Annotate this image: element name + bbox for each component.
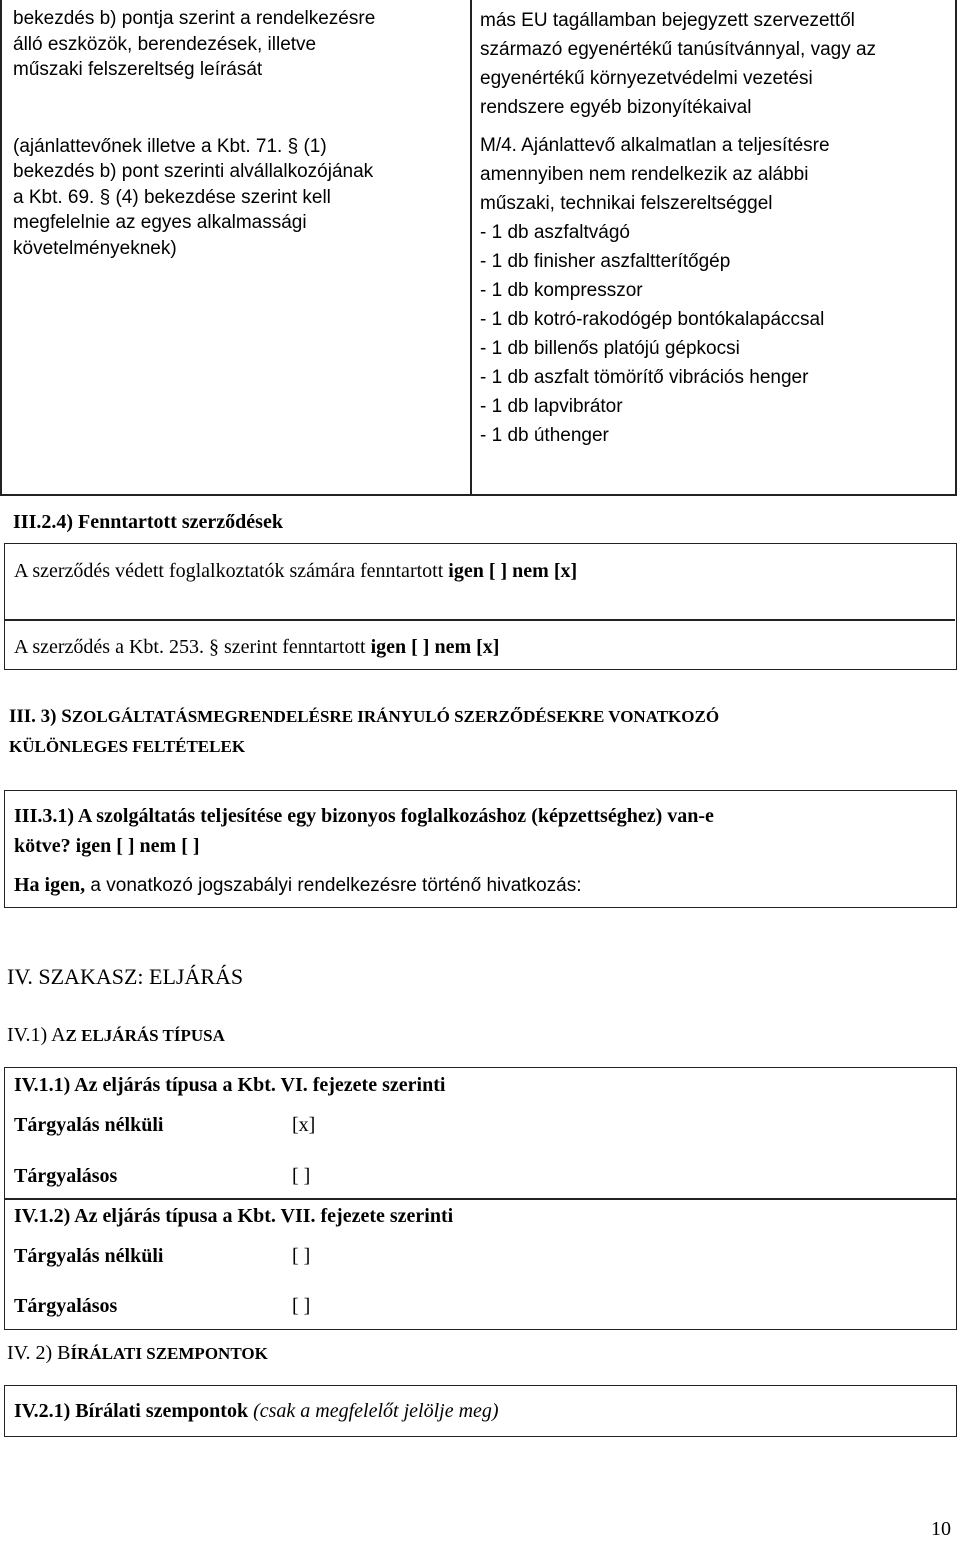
procedure-option-label: Tárgyalás nélküli	[14, 1245, 164, 1267]
reserved-row-choice: igen [ ] nem [x]	[370, 636, 500, 658]
page-number: 10	[931, 1518, 951, 1540]
table-border-bottom	[0, 494, 957, 496]
reserved-row-protected	[14, 557, 577, 585]
equipment-item: - 1 db aszfalt tömörítő vibrációs henger	[480, 367, 809, 388]
procedure-option-label: Tárgyalás nélküli	[14, 1114, 164, 1136]
procedure-type-vi-box	[4, 1067, 957, 1200]
equipment-item: - 1 db aszfaltvágó	[480, 222, 630, 243]
evaluation-criteria-title: IV.2.1) Bírálati szempontok	[14, 1400, 249, 1422]
heading-smallcaps: ZOLGÁLTATÁSMEGRENDELÉSRE IRÁNYULÓ SZERZŐDÉSEKRE VONATKOZÓ	[71, 707, 720, 726]
right-cell-line: rendszere egyéb bizonyítékaival	[480, 97, 752, 118]
equipment-item: - 1 db úthenger	[480, 425, 609, 446]
occupation-question-line2: kötve? igen [ ] nem [ ]	[14, 835, 200, 857]
right-cell-line: műszaki, technikai felszereltséggel	[480, 193, 773, 214]
equipment-item: - 1 db kompresszor	[480, 280, 643, 301]
procedure-option-checkbox[interactable]: [ ]	[292, 1295, 311, 1317]
procedure-option-label: Tárgyalásos	[14, 1295, 118, 1317]
right-cell-line: más EU tagállamban bejegyzett szervezettől	[480, 10, 855, 31]
section-heading-iv-2	[7, 1339, 268, 1368]
procedure-option-row	[14, 1162, 310, 1190]
procedure-option-label: Tárgyalásos	[14, 1165, 118, 1187]
procedure-option-checkbox[interactable]: [x]	[292, 1114, 316, 1136]
table-border-middle	[470, 0, 472, 496]
reference-text: a vonatkozó jogszabályi rendelkezésre történő hivatkozás:	[85, 875, 582, 896]
table-border-left	[0, 0, 2, 496]
procedure-option-checkbox[interactable]: [ ]	[292, 1165, 311, 1187]
reference-label: Ha igen,	[14, 874, 86, 896]
heading-smallcaps: Z ELJÁRÁS TÍPUSA	[65, 1026, 225, 1045]
procedure-type-vii-title: IV.1.2) Az eljárás típusa a Kbt. VII. fejezete szerinti	[14, 1205, 454, 1227]
procedure-type-vii-box	[4, 1198, 957, 1330]
reserved-row-text: A szerződés a Kbt. 253. § szerint fenntartott	[14, 636, 371, 658]
reserved-contracts-divider	[5, 619, 955, 621]
left-cell-line: megfelelnie az egyes alkalmassági	[13, 212, 307, 233]
left-cell-line: műszaki felszereltség leírását	[13, 59, 263, 80]
left-cell-line: követelményeknek)	[13, 237, 177, 259]
left-cell-line: bekezdés b) pontja szerint a rendelkezésre	[13, 8, 376, 29]
occupation-question-box	[4, 790, 957, 908]
right-cell-line: származó egyenértékű tanúsítvánnyal, vagy az	[480, 39, 877, 60]
procedure-type-vi-title: IV.1.1) Az eljárás típusa a Kbt. VI. fejezete szerinti	[14, 1074, 446, 1096]
procedure-option-row	[14, 1111, 315, 1139]
left-cell-line: (ajánlattevőnek illetve a Kbt. 71. § (1)	[13, 135, 327, 157]
section-heading-iii-3-line2: KÜLÖNLEGES FELTÉTELEK	[9, 737, 246, 756]
left-cell-line: álló eszközök, berendezések, illetve	[13, 33, 317, 55]
table-border-right	[955, 0, 957, 496]
equipment-item: - 1 db billenős platójú gépkocsi	[480, 338, 740, 359]
evaluation-criteria-hint: (csak a megfelelőt jelölje meg)	[253, 1400, 499, 1422]
heading-smallcaps: ÍRÁLATI SZEMPONTOK	[70, 1344, 268, 1363]
right-cell-line: egyenértékű környezetvédelmi vezetési	[480, 68, 813, 89]
left-cell-line: a Kbt. 69. § (4) bekezdése szerint kell	[13, 186, 331, 208]
heading-prefix: III. 3) S	[9, 706, 72, 727]
equipment-item: - 1 db kotró-rakodógép bontókalapáccsal	[480, 309, 825, 330]
reserved-row-choice: igen [ ] nem [x]	[448, 560, 578, 582]
evaluation-criteria-box	[4, 1385, 957, 1437]
reserved-contracts-box	[4, 543, 957, 670]
procedure-option-row	[14, 1242, 310, 1270]
section-heading-iii-3	[9, 703, 719, 731]
heading-prefix: IV. 2) B	[7, 1342, 71, 1364]
left-cell	[13, 6, 463, 261]
section-heading-iii-2-4: III.2.4) Fenntartott szerződések	[13, 511, 283, 533]
section-heading-iv-1	[7, 1021, 225, 1050]
evaluation-criteria-line	[14, 1397, 499, 1425]
right-cell-line: M/4. Ajánlattevő alkalmatlan a teljesítésre	[480, 135, 830, 156]
reserved-row-kbt253	[14, 633, 499, 661]
reserved-row-text: A szerződés védett foglalkoztatók számára fenntartott	[14, 560, 449, 582]
procedure-option-row	[14, 1292, 310, 1320]
right-cell-line: amennyiben nem rendelkezik az alábbi	[480, 164, 809, 185]
section-heading-iv: IV. SZAKASZ: ELJÁRÁS	[7, 964, 244, 989]
left-cell-line: bekezdés b) pont szerinti alvállalkozójának	[13, 161, 374, 182]
equipment-item: - 1 db lapvibrátor	[480, 396, 623, 417]
equipment-item: - 1 db finisher aszfaltterítőgép	[480, 251, 731, 272]
occupation-reference-line	[14, 871, 582, 900]
heading-prefix: IV.1) A	[7, 1024, 66, 1046]
procedure-option-checkbox[interactable]: [ ]	[292, 1245, 311, 1267]
right-cell	[480, 6, 950, 450]
occupation-question-line1: III.3.1) A szolgáltatás teljesítése egy bizonyos foglalkozáshoz (képzettséghez) van-e	[14, 805, 714, 827]
